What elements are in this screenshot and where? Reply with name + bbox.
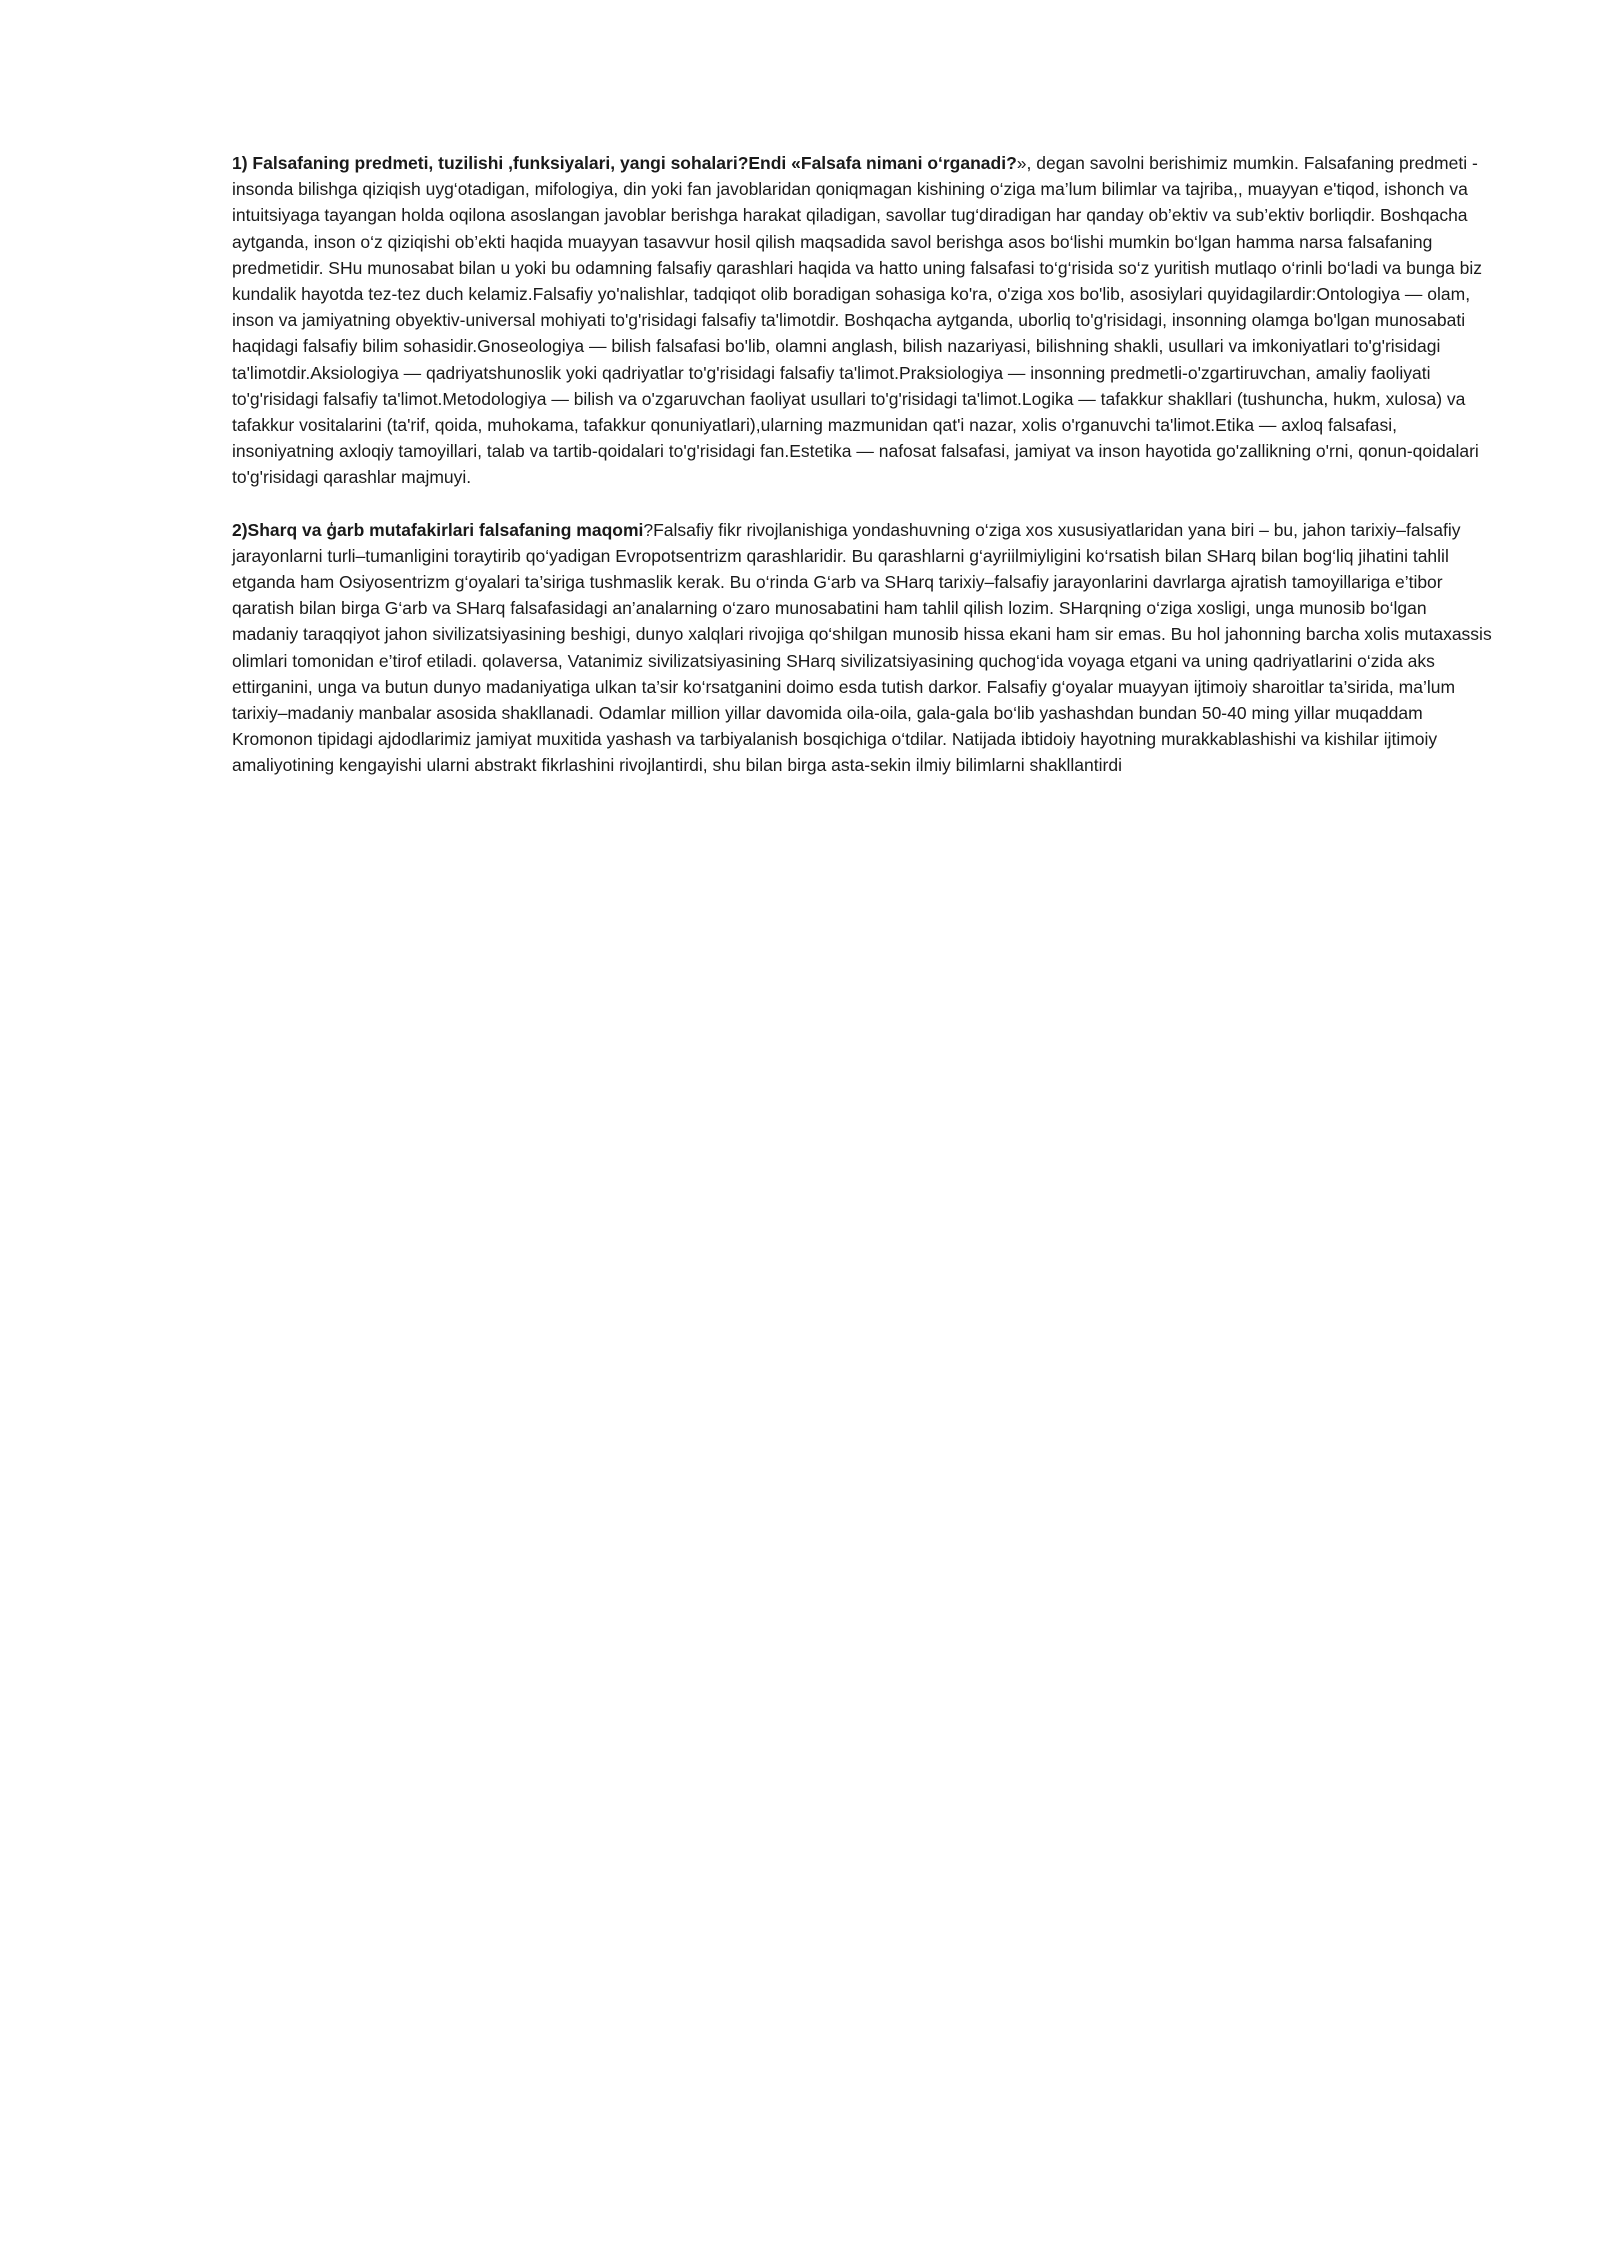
paragraph-2-body: ?Falsafiy fikr rivojlanishiga yondashuvning o‘ziga xos xususiyatlaridan yana biri – bu, jahon tarixiy–falsafiy jarayonlarni turli–tumanligini toraytirib qo‘yadigan Evropotsentrizm qarashlaridir. Bu qarashlarni g‘ayriilmiyligini ko‘rsatish bilan SHarq bilan bog‘liq jihatini tahlil etganda ham Osiyosentrizm g‘oyalari ta’siriga tushmaslik kerak. Bu o‘rinda G‘arb va SHarq tarixiy–falsafiy jarayonlarini davrlarga ajratish tamoyillariga e’tibor qaratish bilan birga G‘arb va SHarq falsafasidagi an’analarning o‘zaro munosabatini ham tahlil qilish lozim. SHarqning o‘ziga xosligi, unga munosib bo‘lgan madaniy taraqqiyot jahon sivilizatsiyasining beshigi, dunyo xalqlari rivojiga qo‘shilgan munosib hissa ekani ham sir emas. Bu hol jahonning barcha xolis mutaxassis olimlari tomonidan e’tirof etiladi. qolaversa, Vatanimiz sivilizatsiyasining SHarq sivilizatsiyasining quchog‘ida voyaga etgani va uning qadriyatlarini o‘zida aks ettirganini, unga va butun dunyo madaniyatiga ulkan ta’sir ko‘rsatganini doimo esda tutish darkor. Falsafiy g‘oyalar muayyan ijtimoiy sharoitlar ta’sirida, ma’lum tarixiy–madaniy manbalar asosida shakllanadi. Odamlar million yillar davomida oila-oila, gala-gala bo‘lib yashashdan bundan 50-40 ming yillar muqaddam Kromonon tipidagi ajdodlarimiz jamiyat muxitida yashash va tarbiyalanish bosqichiga o‘tdilar. Natijada ibtidoiy hayotning murakkablashishi va kishilar ijtimoiy amaliyotining kengayishi ularni abstrakt fikrlashini rivojlantirdi, shu bilan birga asta-sekin ilmiy bilimlarni shakllantirdi (232, 519, 1492, 776)
paragraph-1-heading: 1) Falsafaning predmeti, tuzilishi ,funksiyalari, yangi sohalari?Endi «Falsafa nimani o‘rganadi? (232, 153, 1017, 173)
paragraph-2-heading: 2)Sharq va ģarb mutafakirlari falsafaning maqomi (232, 519, 644, 540)
document-page (232, 150, 1494, 805)
paragraph-1-body: », degan savolni berishimiz mumkin. Falsafaning predmeti - insonda bilishga qiziqish uyg‘otadigan, mifologiya, din yoki fan javoblaridan qoniqmagan kishining o‘ziga ma’lum bilimlar va tajriba,, muayyan e'tiqod, ishonch va intuitsiyaga tayangan holda oqilona asoslangan javoblar berishga harakat qiladigan, savollar tug‘diradigan har qanday ob’ektiv va sub’ektiv borliqdir. Boshqacha aytganda, inson o‘z qiziqishi ob’ekti haqida muayyan tasavvur hosil qilish maqsadida savol berishga asos bo‘lishi mumkin bo‘lgan hamma narsa falsafaning predmetidir. SHu munosabat bilan u yoki bu odamning falsafiy qarashlari haqida va hatto uning falsafasi to‘g‘risida so‘z yuritish mutlaqo o‘rinli bo‘ladi va bunga biz kundalik hayotda tez-tez duch kelamiz.Falsafiy yo'nalishlar, tadqiqot olib boradigan sohasiga ko'ra, o'ziga xos bo'lib, asosiylari quyidagilardir:Ontologiya — olam, inson va jamiyatning obyektiv-universal mohiyati to'g'risidagi falsafiy ta'limotdir. Boshqacha aytganda, uborliq to'g'risidagi, insonning olamga bo'lgan munosabati haqidagi falsafiy bilim sohasidir.Gnoseologiya — bilish falsafasi bo'lib, olamni anglash, bilish nazariyasi, bilishning shakli, usullari va imkoniyatlari to'g'risidagi ta'limotdir.Aksiologiya — qadriyatshunoslik yoki qadriyatlar to'g'risidagi falsafiy ta'limot.Praksiologiya — insonning predmetli-o'zgartiruvchan, amaliy faoliyati to'g'risidagi falsafiy ta'limot.Metodologiya — bilish va o'zgaruvchan faoliyat usullari to'g'risidagi ta'limot.Logika — tafakkur shakllari (tushuncha, hukm, xulosa) va tafakkur vositalarini (ta'rif, qoida, muhokama, tafakkur qonuniyatlari),ularning mazmunidan qat'i nazar, xolis o'rganuvchi ta'limot.Etika — axloq falsafasi, insoniyatning axloqiy tamoyillari, talab va tartib-qoidalari to'g'risidagi fan.Estetika — nafosat falsafasi, jamiyat va inson hayotida go'zallikning o'rni, qonun-qoidalari to'g'risidagi qarashlar majmuyi. (232, 153, 1483, 488)
paragraph-1 (232, 150, 1494, 491)
paragraph-2 (232, 517, 1494, 779)
